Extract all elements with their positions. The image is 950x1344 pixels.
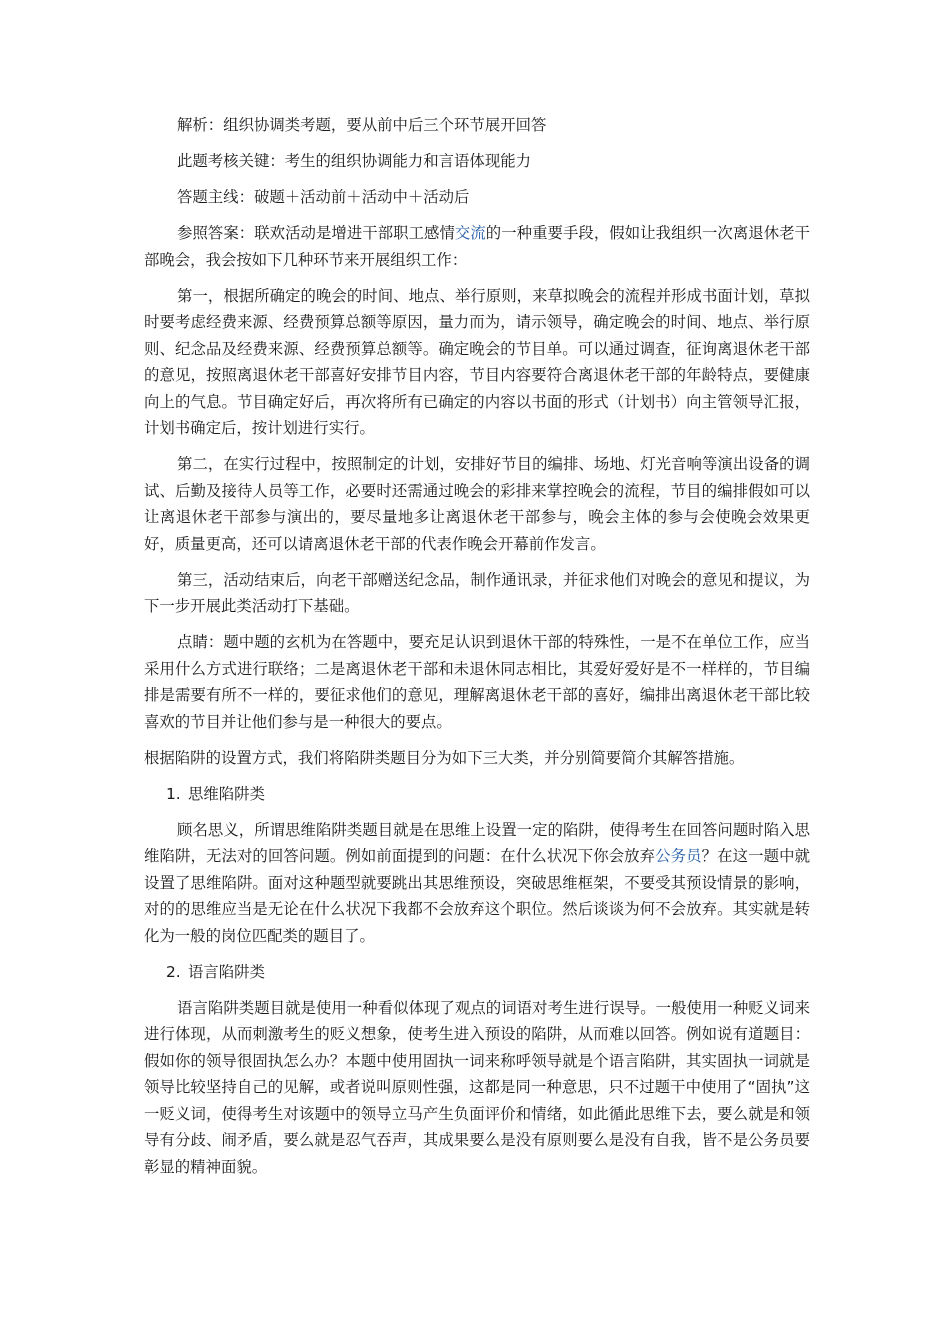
list-item-label: 思维陷阱类 <box>188 784 265 803</box>
highlight-paragraph: 点睛：题中题的玄机为在答题中，要充足认识到退休干部的特殊性，一是不在单位工作，应当采用什么方式进行联络；二是离退休老干部和未退休同志相比，其爱好爱好是不一样样的，节目编排是需要有所不一样的，要征求他们的意见，理解离退休老干部的喜好，编排出离退休老干部比较喜欢的节目并让他们参与是一种很大的要点。 <box>144 633 810 731</box>
answer-text-end: 的一种重要手段，假如让我组织一次离退休老干部晚会，我会按如下几种环节来开展组织工作： <box>144 224 810 269</box>
trap-intro-paragraph: 根据陷阱的设置方式，我们将陷阱类题目分为如下三大类，并分别简要简介其解答措施。 <box>144 748 745 767</box>
list-item-label: 语言陷阱类 <box>188 962 265 981</box>
thinking-text-end: ？在这一题中就设置了思维陷阱。面对这种题型就要跳出其思维预设，突破思维框架，不要受其预设情景的影响，对的的思维应当是无论在什么状况下我都不会放弃这个职位。然后谈谈为何不会放弃。其实就是转化为一般的岗位匹配类的题目了。 <box>144 847 810 945</box>
list-item-language-trap <box>144 959 810 986</box>
step-two-paragraph: 第二，在实行过程中，按照制定的计划，安排好节目的编排、场地、灯光音响等演出设备的调试、后勤及接待人员等工作，必要时还需通过晚会的彩排来掌控晚会的流程，节目的编排假如可以让离退休老干部参与演出的，要尽量地多让离退休老干部参与，晚会主体的参与会使晚会效果更好，质量更高，还可以请离退休老干部的代表作晚会开幕前作发言。 <box>144 455 810 553</box>
link-gongwuyuan[interactable]: 公务员 <box>655 847 702 865</box>
list-item-thinking-trap <box>144 781 810 808</box>
list-number: 1. <box>166 784 181 803</box>
key-point-paragraph: 此题考核关键：考生的组织协调能力和言语体现能力 <box>177 152 531 170</box>
document-page <box>144 112 810 1190</box>
step-three-paragraph: 第三，活动结束后，向老干部赠送纪念品，制作通讯录，并征求他们对晚会的意见和提议，为下一步开展此类活动打下基础。 <box>144 570 810 615</box>
main-line-paragraph: 答题主线：破题＋活动前＋活动中＋活动后 <box>177 188 470 206</box>
reference-answer-paragraph <box>144 220 810 273</box>
link-jiaoliu[interactable]: 交流 <box>454 224 486 242</box>
step-one-paragraph: 第一，根据所确定的晚会的时间、地点、举行原则，来草拟晚会的流程并形成书面计划，草拟时要考虑经费来源、经费预算总额等原因，量力而为，请示领导，确定晚会的时间、地点、举行原则、纪念品及经费来源、经费预算总额等。确定晚会的节目单。可以通过调查，征询离退休老干部的意见，按照离退休老干部喜好安排节目内容，节目内容要符合离退休老干部的年龄特点，要健康向上的气息。节目确定好后，再次将所有已确定的内容以书面的形式（计划书）向主管领导汇报，计划书确定后，按计划进行实行。 <box>144 286 810 437</box>
list-number: 2. <box>166 962 181 981</box>
language-trap-paragraph: 语言陷阱类题目就是使用一种看似体现了观点的词语对考生进行误导。一般使用一种贬义词来进行体现，从而刺激考生的贬义想象，使考生进入预设的陷阱，从而难以回答。例如说有道题目：假如你的领导很固执怎么办？本题中使用固执一词来称呼领导就是个语言陷阱，其实固执一词就是领导比较坚持自己的见解，或者说叫原则性强，这都是同一种意思，只不过题干中使用了“固执”这一贬义词，使得考生对该题中的领导立马产生负面评价和情绪，如此循此思维下去，要么就是和领导有分歧、闹矛盾，要么就是忍气吞声，其成果要么是没有原则要么是没有自我，皆不是公务员要彰显的精神面貌。 <box>144 998 810 1176</box>
thinking-text-start: 顾名思义，所谓思维陷阱类题目就是在思维上设置一定的陷阱，使得考生在回答问题时陷入思维陷阱，无法对的回答问题。例如前面提到的问题：在什么状况下你会放弃 <box>144 820 810 865</box>
thinking-trap-paragraph <box>144 817 810 950</box>
answer-text-start: 参照答案：联欢活动是增进干部职工感情 <box>177 224 455 242</box>
analysis-paragraph: 解析：组织协调类考题，要从前中后三个环节展开回答 <box>177 116 547 134</box>
